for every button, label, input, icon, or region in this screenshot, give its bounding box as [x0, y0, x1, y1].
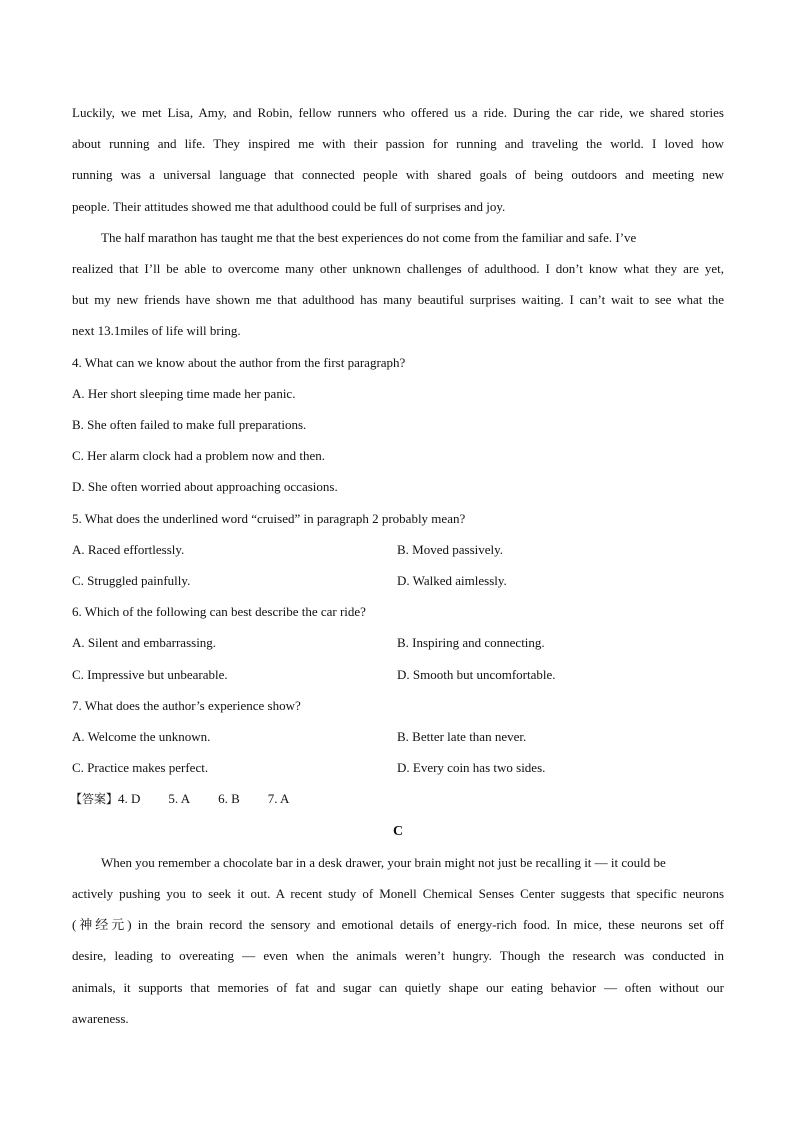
text-line: running was a universal language that connected people with shared goals of being outdoors and meeting new [72, 167, 724, 183]
question-stem: 6. Which of the following can best describe the car ride? [72, 604, 366, 620]
text-line: about running and life. They inspired me with their passion for running and traveling the world. I loved how [72, 136, 724, 152]
question-4 [72, 347, 724, 503]
text-line: but my new friends have shown me that adulthood has many beautiful surprises waiting. I can’t wait to see what the [72, 292, 724, 308]
option-c: C. Struggled painfully. [72, 573, 191, 589]
option-d: D. Walked aimlessly. [397, 573, 507, 589]
options-row [72, 752, 724, 783]
option-d: D. Every coin has two sides. [397, 760, 546, 776]
text-line: realized that I’ll be able to overcome many other unknown challenges of adulthood. I don’t know what they are yet, [72, 261, 724, 277]
text-line: animals, it supports that memories of fat and sugar can quietly shape our eating behavior — often without our [72, 979, 724, 995]
answer-item: 5. A [168, 791, 191, 807]
option-d: D. She often worried about approaching occasions. [72, 479, 338, 495]
section-title: C [392, 823, 404, 839]
question-5 [72, 503, 724, 597]
option-c: C. Practice makes perfect. [72, 760, 209, 776]
option-c: C. Her alarm clock had a problem now and then. [72, 448, 326, 464]
text-line: (神经元) in the brain record the sensory and emotional details of energy-rich food. In mice, these neurons set off [72, 917, 724, 933]
passage-paragraph [72, 222, 724, 347]
question-6 [72, 596, 724, 690]
options-row [72, 565, 724, 596]
option-b: B. She often failed to make full preparations. [72, 417, 307, 433]
option-a: A. Raced effortlessly. [72, 541, 185, 557]
options-row [72, 659, 724, 690]
document-page [72, 97, 724, 1034]
answer-item: 6. B [218, 791, 240, 807]
text-line: next 13.1miles of life will bring. [72, 323, 241, 339]
text-line: actively pushing you to seek it out. A recent study of Monell Chemical Senses Center suggests that specific neurons [72, 886, 724, 902]
options-row [72, 534, 724, 565]
option-b: B. Better late than never. [397, 729, 527, 745]
passage-paragraph [72, 97, 724, 222]
answer-label: 【答案】 [70, 792, 119, 807]
options-row [72, 627, 724, 658]
option-c: C. Impressive but unbearable. [72, 666, 228, 682]
question-stem: 7. What does the author’s experience show? [72, 697, 301, 713]
text-line: The half marathon has taught me that the best experiences do not come from the familiar and safe. I’ve [101, 229, 637, 245]
option-b: B. Moved passively. [397, 541, 504, 557]
answer-item: 7. A [267, 791, 290, 807]
options-row [72, 721, 724, 752]
question-7 [72, 690, 724, 784]
option-a: A. Her short sleeping time made her panic. [72, 385, 296, 401]
text-line: Luckily, we met Lisa, Amy, and Robin, fellow runners who offered us a ride. During the car ride, we shared stories [72, 105, 724, 120]
option-b: B. Inspiring and connecting. [397, 635, 545, 651]
text-line: people. Their attitudes showed me that adulthood could be full of surprises and joy. [72, 198, 506, 214]
text-line: awareness. [72, 1010, 129, 1026]
question-stem: 4. What can we know about the author from the first paragraph? [72, 354, 406, 370]
text-line: desire, leading to overeating — even when the animals weren’t hungry. Though the research was conducted in [72, 948, 724, 964]
question-stem: 5. What does the underlined word “cruised” in paragraph 2 probably mean? [72, 510, 466, 526]
answer-item: 4. D [118, 791, 141, 807]
text-line: When you remember a chocolate bar in a desk drawer, your brain might not just be recalling it — it could be [101, 854, 666, 870]
answer-key [72, 783, 724, 815]
passage-paragraph [72, 847, 724, 1034]
option-a: A. Silent and embarrassing. [72, 635, 217, 651]
option-d: D. Smooth but uncomfortable. [397, 666, 556, 682]
option-a: A. Welcome the unknown. [72, 729, 211, 745]
